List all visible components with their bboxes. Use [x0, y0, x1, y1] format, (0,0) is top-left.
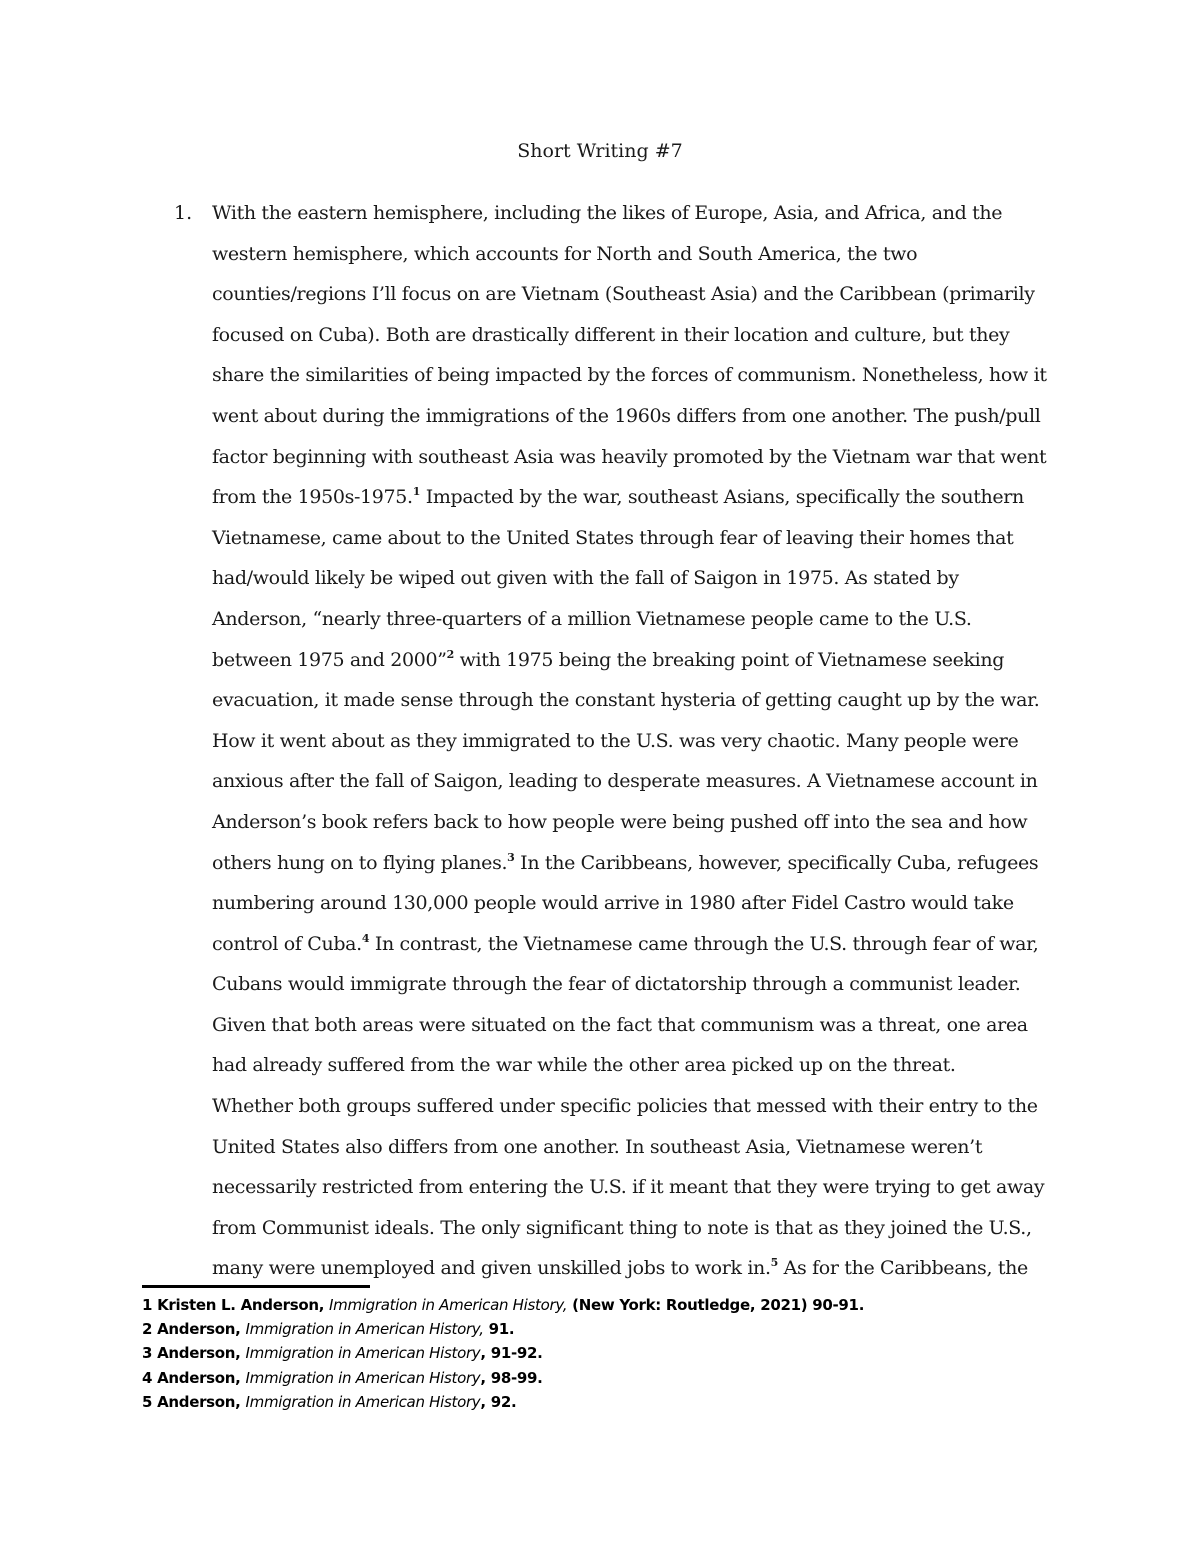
paragraph-line: United States also differs from one another. In southeast Asia, Vietnamese weren’t — [212, 1135, 983, 1158]
footnote-book-title: Immigration in American History, — [329, 1296, 568, 1314]
footnote-number: 3 — [142, 1344, 153, 1363]
paragraph-line: focused on Cuba). Both are drastically different in their location and culture, but they — [212, 323, 1010, 346]
paragraph-line: had/would likely be wiped out given with the fall of Saigon in 1975. As stated by — [212, 567, 959, 590]
paragraph-line: numbering around 130,000 people would arrive in 1980 after Fidel Castro would take — [212, 892, 1014, 915]
footnote-book-title: Immigration in American History, — [245, 1320, 484, 1339]
footnote-author: Anderson, — [157, 1320, 241, 1339]
paragraph-line — [212, 924, 1074, 965]
paragraph-text: with 1975 being the breaking point of Vietnamese seeking — [453, 648, 1005, 671]
footnote-citation: 91. — [488, 1320, 515, 1339]
paragraph-line: Anderson, “nearly three-quarters of a million Vietnamese people came to the U.S. — [212, 607, 972, 630]
footnote-reference[interactable]: 5 — [770, 1256, 778, 1270]
paragraph-line: Given that both areas were situated on the fact that communism was a threat, one area — [212, 1013, 1028, 1036]
paragraph-line: Cubans would immigrate through the fear of dictatorship through a communist leader. — [212, 973, 1021, 996]
paragraph-line: had already suffered from the war while the other area picked up on the threat. — [212, 1054, 956, 1077]
paragraph-text: As for the Caribbeans, the — [777, 1257, 1028, 1280]
footnote-citation: , 98-99. — [480, 1368, 543, 1387]
footnote — [142, 1341, 1042, 1365]
paragraph-text: many were unemployed and given unskilled jobs to work in. — [212, 1257, 771, 1280]
footnote — [142, 1366, 1042, 1390]
footnote — [142, 1390, 1042, 1414]
paragraph-text: from the 1950s-1975. — [212, 486, 413, 509]
footnote-number: 4 — [142, 1368, 153, 1387]
paragraph-line: evacuation, it made sense through the constant hysteria of getting caught up by the war. — [212, 689, 1040, 712]
paragraph-line: from Communist ideals. The only significant thing to note is that as they joined the U.S., — [212, 1216, 1032, 1239]
paragraph-line — [212, 843, 1074, 884]
paragraph-line: western hemisphere, which accounts for North and South America, the two — [212, 242, 918, 265]
paragraph-line: share the similarities of being impacted by the forces of communism. Nonetheless, how it — [212, 364, 1047, 387]
paragraph-line: Whether both groups suffered under specific policies that messed with their entry to the — [212, 1095, 1038, 1118]
paragraph-line: With the eastern hemisphere, including the likes of Europe, Asia, and Africa, and the — [212, 202, 1003, 224]
footnote-reference[interactable]: 2 — [446, 647, 454, 661]
footnote-number: 2 — [142, 1320, 153, 1339]
footnote-reference[interactable]: 4 — [361, 931, 370, 945]
paragraph-line — [212, 640, 1074, 681]
footnote-separator — [142, 1285, 370, 1288]
paragraph-text: control of Cuba. — [212, 932, 362, 955]
paragraph-line — [212, 1248, 1074, 1289]
footnote-book-title: Immigration in American History — [245, 1344, 481, 1363]
footnote — [142, 1293, 1042, 1317]
paragraph — [212, 193, 1074, 1289]
footnotes — [142, 1293, 1042, 1414]
footnote-book-title: Immigration in American History — [245, 1368, 481, 1387]
paragraph-text: In the Caribbeans, however, specifically Cuba, refugees — [514, 851, 1039, 874]
paragraph-line: necessarily restricted from entering the U.S. if it meant that they were trying to get away — [212, 1176, 1045, 1199]
paragraph-text: Impacted by the war, southeast Asians, specifically the southern — [420, 486, 1024, 509]
footnote-citation: , 92. — [480, 1392, 517, 1411]
document-title: Short Writing #7 — [517, 140, 683, 162]
paragraph-line: counties/regions I’ll focus on are Vietnam (Southeast Asia) and the Caribbean (primarily — [212, 283, 1035, 306]
footnote-author: Kristen L. Anderson, — [157, 1296, 325, 1314]
paragraph-text: In contrast, the Vietnamese came through the U.S. through fear of war, — [369, 932, 1039, 955]
footnote — [142, 1317, 1042, 1341]
paragraph-line: How it went about as they immigrated to the U.S. was very chaotic. Many people were — [212, 729, 1019, 752]
list-item-number: 1. — [174, 202, 193, 224]
numbered-list — [174, 193, 1074, 1289]
paragraph-line: Anderson’s book refers back to how people were being pushed off into the sea and how — [212, 810, 1028, 833]
paragraph-line: anxious after the fall of Saigon, leading to desperate measures. A Vietnamese account in — [212, 770, 1038, 793]
footnote-author: Anderson, — [157, 1344, 241, 1363]
footnote-reference[interactable]: 3 — [507, 850, 515, 864]
footnote-author: Anderson, — [157, 1368, 241, 1387]
footnote-reference[interactable]: 1 — [412, 485, 420, 499]
paragraph-text: between 1975 and 2000” — [212, 648, 447, 671]
footnote-book-title: Immigration in American History — [245, 1392, 481, 1411]
paragraph-line: factor beginning with southeast Asia was heavily promoted by the Vietnam war that went — [212, 445, 1047, 468]
footnote-number: 5 — [142, 1392, 153, 1411]
footnote-author: Anderson, — [157, 1392, 241, 1411]
paragraph-text: others hung on to flying planes. — [212, 851, 508, 874]
paragraph-line: Vietnamese, came about to the United States through fear of leaving their homes that — [212, 526, 1014, 549]
list-item — [174, 193, 1074, 1289]
paragraph-line: went about during the immigrations of the 1960s differs from one another. The push/pull — [212, 404, 1041, 427]
footnote-citation: (New York: Routledge, 2021) 90-91. — [572, 1296, 865, 1314]
paragraph-line — [212, 477, 1074, 518]
footnote-citation: , 91-92. — [480, 1344, 543, 1363]
footnote-number: 1 — [142, 1296, 153, 1314]
